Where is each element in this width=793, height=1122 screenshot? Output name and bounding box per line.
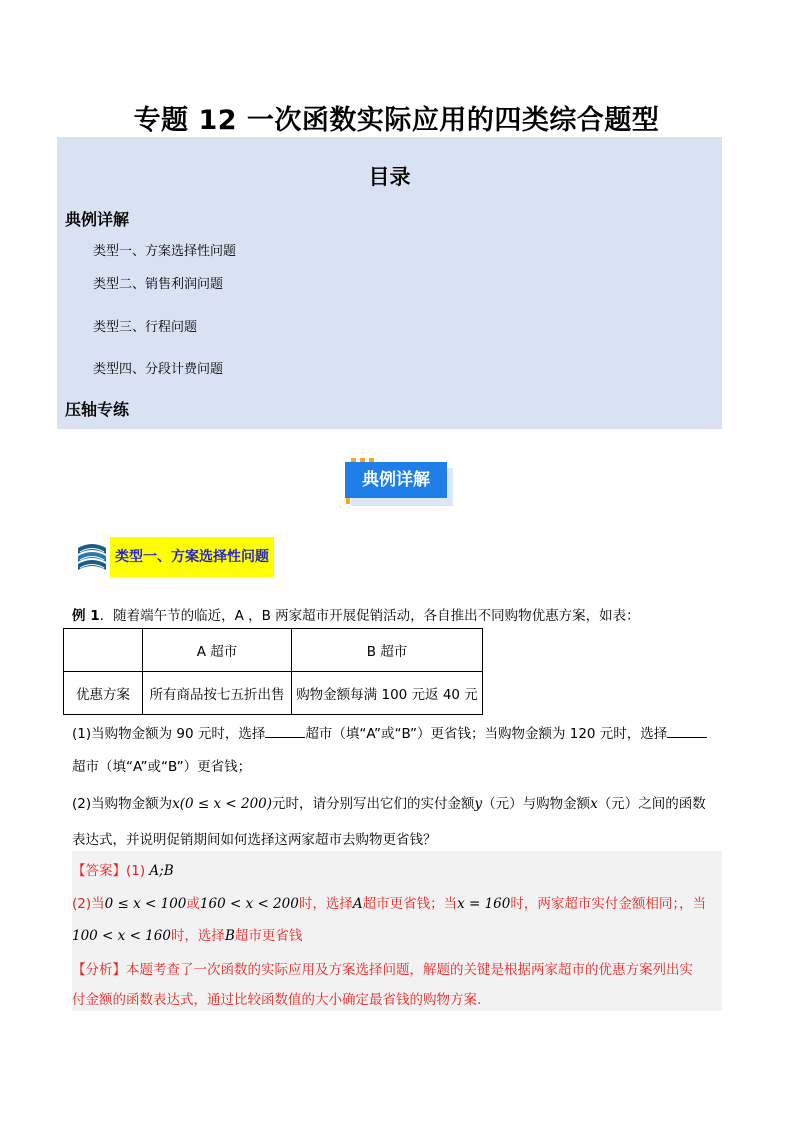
toc-item-type4[interactable]: 类型四、分段计费问题 <box>93 362 224 377</box>
table-header-b: B 超市 <box>292 629 483 672</box>
analysis-line-1 <box>72 958 693 978</box>
a2-var-a: A <box>352 896 363 912</box>
a2-math-3: x = 160 <box>457 896 511 912</box>
table-row <box>64 672 483 715</box>
q2-text-b: 元时，请分别写出它们的实付金额 <box>272 796 475 812</box>
analysis-line-2: 付金额的函数表达式，通过比较函数值的大小确定最省钱的购物方案. <box>72 992 482 1008</box>
q2-text-a: (2)当购物金额为 <box>72 796 173 812</box>
question-1-line-2: 超市（填“A”或“B”）更省钱； <box>72 759 252 775</box>
question-2-line-1 <box>72 792 706 812</box>
toc-item-type1[interactable]: 类型一、方案选择性问题 <box>93 244 237 259</box>
question-2-line-2: 表达式，并说明促销期间如何选择这两家超市去购物更省钱？ <box>72 832 437 848</box>
answer-line-1 <box>72 859 174 879</box>
a2-math-1: 0 ≤ x < 100 <box>104 896 187 912</box>
answer-line-2 <box>72 892 706 912</box>
table-cell-a: 所有商品按七五折出售 <box>143 672 292 715</box>
a2-text-b: 时，选择 <box>298 896 353 912</box>
a2-math-2: 160 < x < 200 <box>199 896 299 912</box>
table-of-contents <box>57 137 722 429</box>
table-cell-empty <box>64 629 143 672</box>
answer-blank-1 <box>265 725 305 738</box>
analysis-text-1: 本题考查了一次函数的实际应用及方案选择问题，解题的关键是根据两家超市的优惠方案列出实 <box>126 962 693 978</box>
answer-1-prefix: (1) <box>126 863 146 879</box>
answer-blank-2 <box>667 725 707 738</box>
books-icon <box>74 540 110 576</box>
q2-text-d: （元）之间的函数 <box>597 796 706 812</box>
a2-text-a: (2)当 <box>72 896 105 912</box>
q2-text-c: （元）与购物金额 <box>482 796 591 812</box>
answer-tag: 【答案】 <box>72 863 126 879</box>
document-title: 专题 12 一次函数实际应用的四类综合题型 <box>133 105 660 136</box>
q2-var-x: x <box>590 796 598 812</box>
toc-item-type2[interactable]: 类型二、销售利润问题 <box>93 277 224 292</box>
banner-label: 典例详解 <box>345 462 447 498</box>
a2-text-f: 超市更省钱 <box>234 928 303 944</box>
toc-section-practice[interactable]: 压轴专练 <box>65 400 130 419</box>
a2-var-b: B <box>224 928 235 944</box>
answer-line-3 <box>72 924 302 944</box>
q1-text-a: (1)当购物金额为 90 元时，选择 <box>72 726 266 742</box>
q2-math-range: x(0 ≤ x < 200) <box>172 796 273 812</box>
q1-text-b: 超市（填“A”或“B”）更省钱；当购物金额为 120 元时，选择 <box>305 726 668 742</box>
toc-item-type3[interactable]: 类型三、行程问题 <box>93 320 198 335</box>
table-header-a: A 超市 <box>143 629 292 672</box>
toc-heading: 目录 <box>368 165 411 189</box>
section-banner <box>345 462 453 506</box>
question-1-line-1 <box>72 722 707 742</box>
answer-1-math: A;B <box>149 863 174 879</box>
table-row <box>64 629 483 672</box>
table-cell-b: 购物金额每满 100 元返 40 元 <box>292 672 483 715</box>
a2-text-d: 时，两家超市实付金额相同；，当 <box>510 896 707 912</box>
analysis-tag: 【分析】 <box>72 962 126 978</box>
type1-heading: 类型一、方案选择性问题 <box>110 537 274 577</box>
a2-text-c: 超市更省钱；当 <box>362 896 458 912</box>
banner-dots-decoration <box>351 458 375 462</box>
example-intro <box>72 604 640 624</box>
comparison-table <box>63 628 483 715</box>
example-label: 例 1 <box>72 608 100 624</box>
banner-tick-decoration <box>346 498 350 504</box>
table-row-label: 优惠方案 <box>64 672 143 715</box>
toc-section-examples[interactable]: 典例详解 <box>65 210 130 229</box>
a2-math-4: 100 < x < 160 <box>72 928 171 944</box>
example-intro-text: ．随着端午节的临近，A ，B 两家超市开展促销活动，各自推出不同购物优惠方案，如表： <box>99 608 640 624</box>
a2-or: 或 <box>186 896 200 912</box>
q2-var-y: y <box>474 796 483 812</box>
a2-text-e: 时，选择 <box>170 928 225 944</box>
